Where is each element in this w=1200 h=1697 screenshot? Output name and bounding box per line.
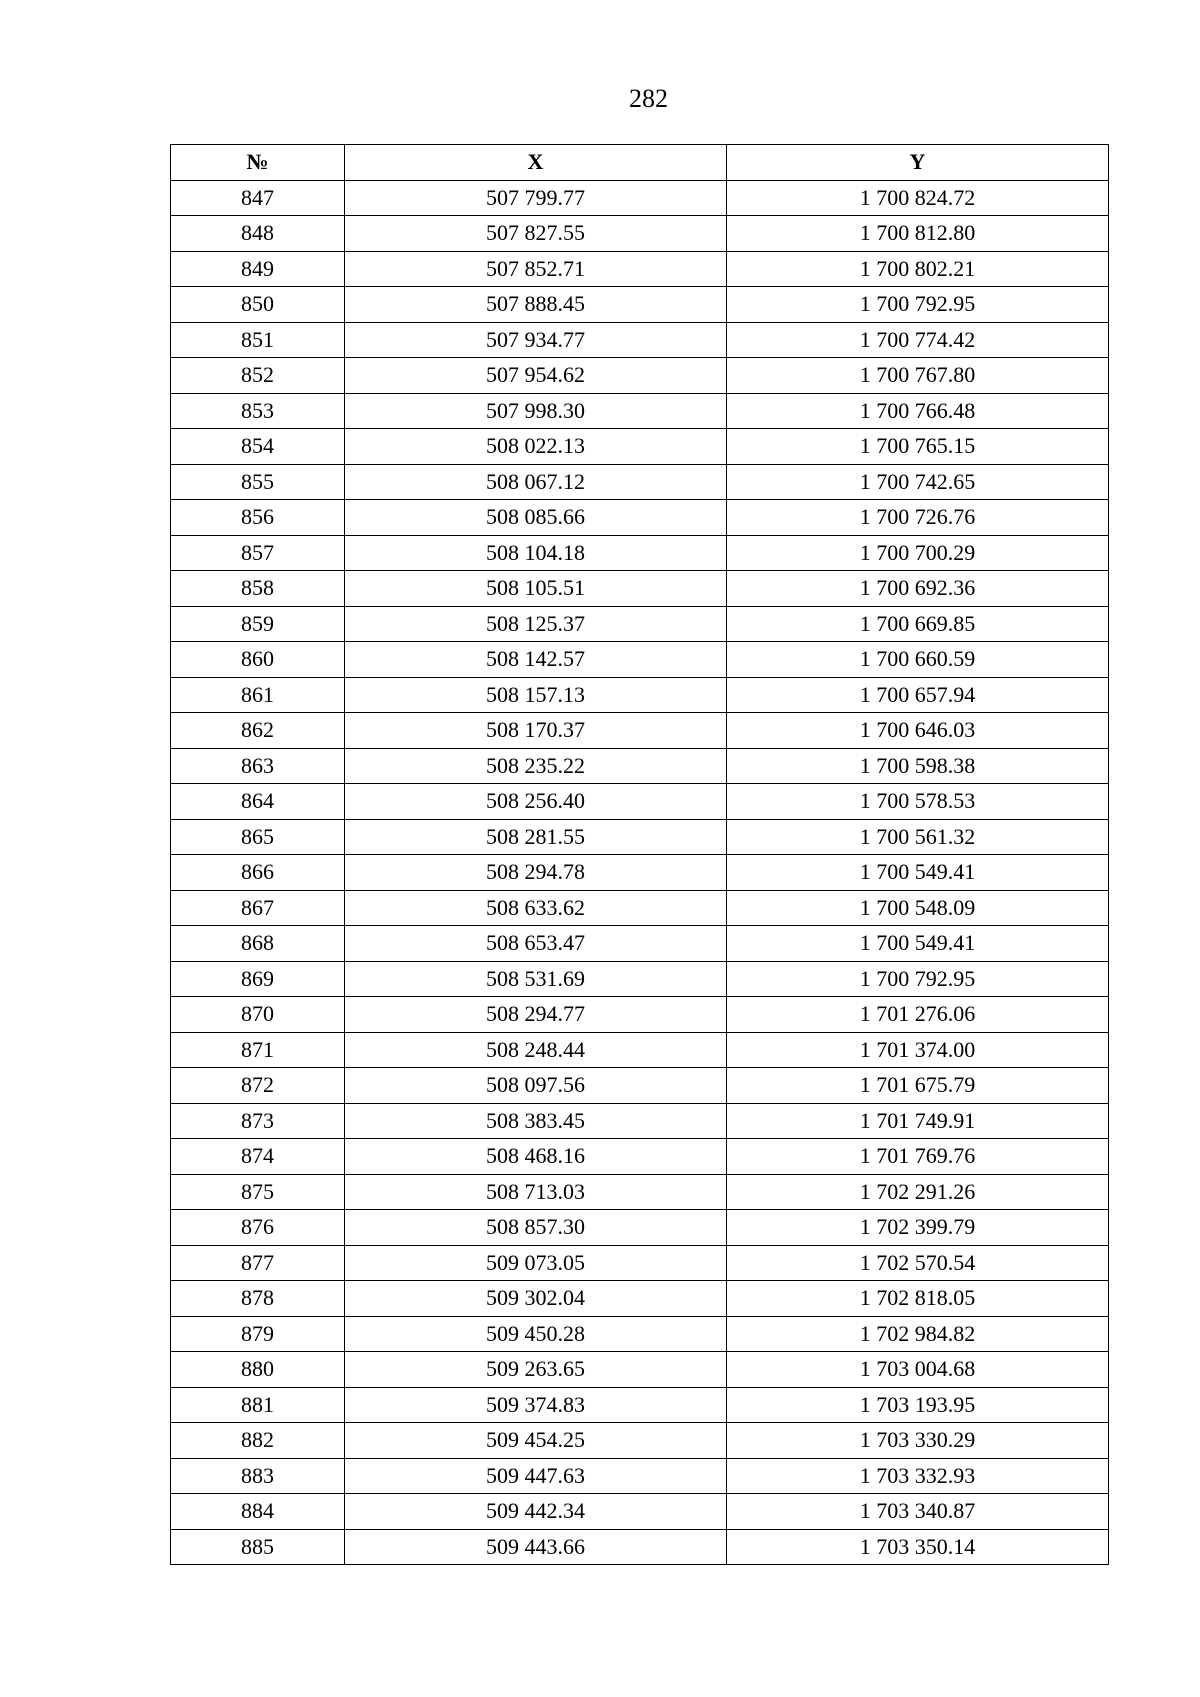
cell-number: 864 [171,784,345,820]
table-row [171,571,1109,607]
cell-number: 880 [171,1352,345,1388]
cell-x: 508 248.44 [345,1032,727,1068]
cell-number: 858 [171,571,345,607]
cell-x: 507 954.62 [345,358,727,394]
cell-number: 861 [171,677,345,713]
cell-y: 1 700 657.94 [727,677,1109,713]
cell-number: 853 [171,393,345,429]
cell-y: 1 700 767.80 [727,358,1109,394]
cell-y: 1 700 692.36 [727,571,1109,607]
cell-y: 1 700 726.76 [727,500,1109,536]
table-row [171,535,1109,571]
table-row [171,1458,1109,1494]
cell-number: 885 [171,1529,345,1565]
cell-y: 1 703 350.14 [727,1529,1109,1565]
cell-y: 1 700 824.72 [727,180,1109,216]
cell-y: 1 702 984.82 [727,1316,1109,1352]
table-row [171,819,1109,855]
cell-y: 1 700 766.48 [727,393,1109,429]
cell-number: 878 [171,1281,345,1317]
table-body [171,180,1109,1565]
table-row [171,287,1109,323]
table-header [171,145,1109,181]
table-row [171,322,1109,358]
table-row [171,855,1109,891]
table-row [171,997,1109,1033]
table-row [171,1494,1109,1530]
cell-y: 1 700 742.65 [727,464,1109,500]
cell-x: 508 170.37 [345,713,727,749]
cell-y: 1 701 374.00 [727,1032,1109,1068]
table-row [171,393,1109,429]
cell-number: 862 [171,713,345,749]
cell-x: 509 447.63 [345,1458,727,1494]
table-row [171,1316,1109,1352]
cell-number: 855 [171,464,345,500]
cell-y: 1 700 598.38 [727,748,1109,784]
cell-x: 507 934.77 [345,322,727,358]
cell-y: 1 700 700.29 [727,535,1109,571]
cell-x: 508 142.57 [345,642,727,678]
cell-number: 863 [171,748,345,784]
cell-y: 1 702 570.54 [727,1245,1109,1281]
cell-number: 860 [171,642,345,678]
cell-x: 507 998.30 [345,393,727,429]
cell-y: 1 703 004.68 [727,1352,1109,1388]
cell-x: 508 256.40 [345,784,727,820]
cell-x: 507 888.45 [345,287,727,323]
table-row [171,429,1109,465]
cell-y: 1 703 193.95 [727,1387,1109,1423]
cell-number: 847 [171,180,345,216]
coordinates-table [170,144,1109,1565]
cell-x: 509 443.66 [345,1529,727,1565]
cell-y: 1 700 660.59 [727,642,1109,678]
cell-y: 1 700 774.42 [727,322,1109,358]
cell-x: 508 105.51 [345,571,727,607]
page-number: 282 [629,84,668,113]
cell-x: 508 294.77 [345,997,727,1033]
cell-x: 508 067.12 [345,464,727,500]
cell-number: 873 [171,1103,345,1139]
cell-y: 1 700 792.95 [727,961,1109,997]
table-row [171,1245,1109,1281]
cell-y: 1 700 646.03 [727,713,1109,749]
cell-number: 870 [171,997,345,1033]
cell-number: 849 [171,251,345,287]
cell-y: 1 700 561.32 [727,819,1109,855]
table-row [171,748,1109,784]
cell-x: 508 468.16 [345,1139,727,1175]
cell-number: 865 [171,819,345,855]
table-row [171,1387,1109,1423]
cell-x: 508 235.22 [345,748,727,784]
cell-x: 508 281.55 [345,819,727,855]
cell-number: 881 [171,1387,345,1423]
table-row [171,500,1109,536]
cell-x: 509 073.05 [345,1245,727,1281]
cell-number: 872 [171,1068,345,1104]
table-row [171,1032,1109,1068]
table-row [171,464,1109,500]
table-row [171,642,1109,678]
cell-x: 508 294.78 [345,855,727,891]
cell-x: 508 653.47 [345,926,727,962]
cell-number: 871 [171,1032,345,1068]
cell-y: 1 701 675.79 [727,1068,1109,1104]
cell-x: 509 302.04 [345,1281,727,1317]
cell-y: 1 702 291.26 [727,1174,1109,1210]
cell-x: 508 383.45 [345,1103,727,1139]
cell-number: 882 [171,1423,345,1459]
cell-y: 1 700 802.21 [727,251,1109,287]
table-row [171,606,1109,642]
table-row [171,1423,1109,1459]
cell-x: 509 450.28 [345,1316,727,1352]
table-row [171,784,1109,820]
cell-number: 852 [171,358,345,394]
cell-x: 507 799.77 [345,180,727,216]
cell-number: 874 [171,1139,345,1175]
table-row [171,677,1109,713]
cell-x: 508 104.18 [345,535,727,571]
cell-x: 508 857.30 [345,1210,727,1246]
cell-number: 867 [171,890,345,926]
table-row [171,1174,1109,1210]
cell-y: 1 702 818.05 [727,1281,1109,1317]
cell-number: 877 [171,1245,345,1281]
table-row [171,926,1109,962]
cell-y: 1 700 812.80 [727,216,1109,252]
cell-x: 508 085.66 [345,500,727,536]
cell-x: 508 633.62 [345,890,727,926]
table-row [171,216,1109,252]
header-x: X [345,145,727,181]
cell-y: 1 700 578.53 [727,784,1109,820]
cell-y: 1 701 276.06 [727,997,1109,1033]
cell-x: 509 442.34 [345,1494,727,1530]
cell-x: 508 022.13 [345,429,727,465]
cell-number: 854 [171,429,345,465]
cell-x: 508 713.03 [345,1174,727,1210]
header-row [171,145,1109,181]
cell-number: 866 [171,855,345,891]
cell-x: 509 263.65 [345,1352,727,1388]
table-row [171,961,1109,997]
table-row [171,358,1109,394]
cell-y: 1 701 749.91 [727,1103,1109,1139]
cell-number: 851 [171,322,345,358]
table-row [171,1139,1109,1175]
table-row [171,1352,1109,1388]
cell-x: 507 852.71 [345,251,727,287]
cell-x: 508 157.13 [345,677,727,713]
cell-number: 850 [171,287,345,323]
table-row [171,1103,1109,1139]
cell-y: 1 703 340.87 [727,1494,1109,1530]
cell-number: 875 [171,1174,345,1210]
cell-y: 1 701 769.76 [727,1139,1109,1175]
table-row [171,180,1109,216]
cell-y: 1 700 669.85 [727,606,1109,642]
cell-y: 1 700 548.09 [727,890,1109,926]
cell-y: 1 700 549.41 [727,926,1109,962]
cell-y: 1 702 399.79 [727,1210,1109,1246]
table-row [171,890,1109,926]
cell-number: 876 [171,1210,345,1246]
cell-number: 879 [171,1316,345,1352]
table-row [171,1068,1109,1104]
header-y: Y [727,145,1109,181]
cell-number: 868 [171,926,345,962]
cell-y: 1 700 765.15 [727,429,1109,465]
cell-number: 859 [171,606,345,642]
cell-x: 509 374.83 [345,1387,727,1423]
table-row [171,251,1109,287]
table-row [171,1210,1109,1246]
cell-y: 1 700 792.95 [727,287,1109,323]
cell-number: 848 [171,216,345,252]
cell-number: 884 [171,1494,345,1530]
cell-number: 857 [171,535,345,571]
cell-x: 507 827.55 [345,216,727,252]
cell-x: 509 454.25 [345,1423,727,1459]
table-row [171,1281,1109,1317]
header-number: № [171,145,345,181]
cell-y: 1 703 332.93 [727,1458,1109,1494]
cell-number: 883 [171,1458,345,1494]
table-row [171,713,1109,749]
cell-y: 1 700 549.41 [727,855,1109,891]
cell-x: 508 531.69 [345,961,727,997]
cell-y: 1 703 330.29 [727,1423,1109,1459]
cell-number: 869 [171,961,345,997]
cell-x: 508 097.56 [345,1068,727,1104]
cell-number: 856 [171,500,345,536]
table-row [171,1529,1109,1565]
cell-x: 508 125.37 [345,606,727,642]
